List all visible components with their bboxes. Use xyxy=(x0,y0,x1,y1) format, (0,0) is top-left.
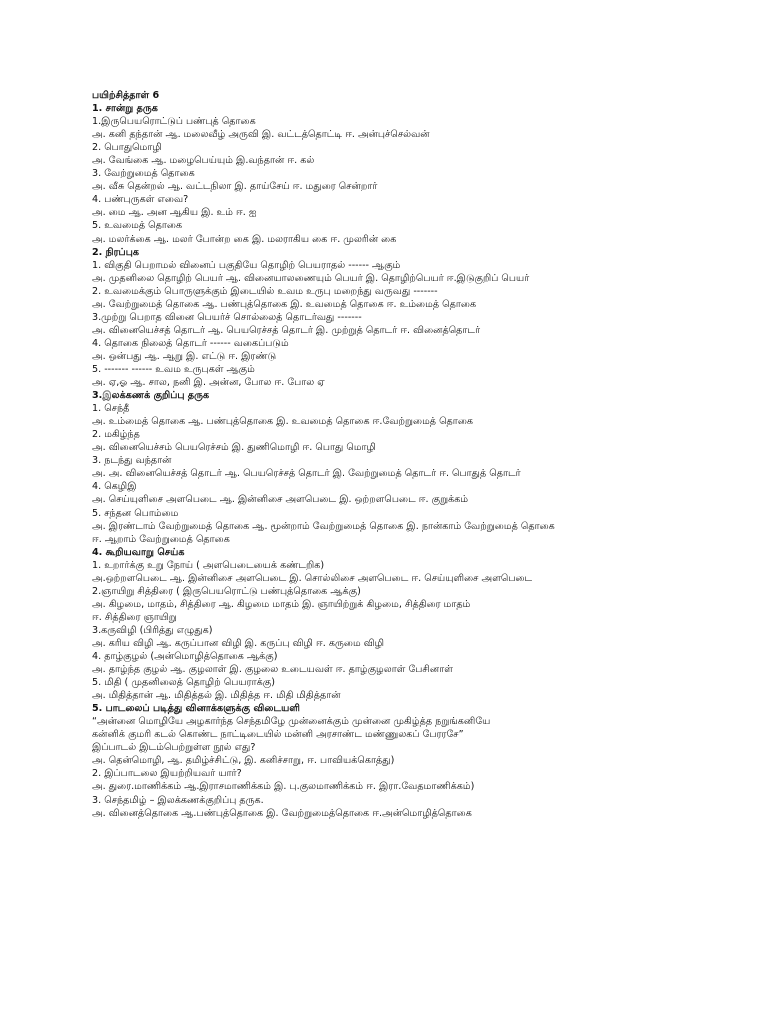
text-line: 5. மிதி ( முதனிலைத் தொழிற் பெயராக்கு) xyxy=(92,677,275,689)
worksheet-page xyxy=(92,89,732,820)
text-line: 5. உவமைத் தொகை xyxy=(92,220,183,232)
text-line: 4. பண்புருகள் எவை? xyxy=(92,194,189,206)
text-line: “அன்னை மொழியே அழகார்ந்த செந்தமிழே முன்னைக்கும் முன்னை முகிழ்த்த நறுங்கனியே xyxy=(92,716,491,728)
text-line: அ. முதனிலை தொழிற் பெயர் ஆ. வினையாலணையும் பெயர் இ. தொழிற்பெயர் ஈ.இடுகுறிப் பெயர் xyxy=(92,272,530,284)
text-line: ஈ. சித்திரை ஞாயிறு xyxy=(92,611,177,623)
text-line: கன்னிக் குமரி கடல் கொண்ட நாட்டிடையில் மன்னி அரசாண்ட மண்ணுலகப் பேரரசே” xyxy=(92,729,464,741)
text-line: ஈ. ஆறாம் வேற்றுமைத் தொகை xyxy=(92,533,230,545)
text-line: 1. உறார்க்கு உறு நோய் ( அளபெடையைக் கண்டறிக) xyxy=(92,559,325,571)
text-line: அ. கிழமை, மாதம், சித்திரை ஆ. கிழமை மாதம் இ. ஞாயிற்றுக் கிழமை, சித்திரை மாதம் xyxy=(92,598,471,610)
text-line: 4. தொகை நிலைத் தொடர் ------ வகைப்படும் xyxy=(92,337,289,349)
text-line: 3.கருவிழி (பிரித்து எழுதுக) xyxy=(92,624,213,636)
section-heading: 2. நிரப்புக xyxy=(92,246,139,258)
text-line: 1. விகுதி பெறாமல் வினைப் பகுதியே தொழிற் பெயராதல் ------ ஆகும் xyxy=(92,259,401,271)
text-line: அ. இரண்டாம் வேற்றுமைத் தொகை ஆ. மூன்றாம் வேற்றுமைத் தொகை இ. நான்காம் வேற்றுமைத் தொகை xyxy=(92,520,555,532)
text-line: இப்பாடல் இடம்பெற்றுள்ள நூல் எது? xyxy=(92,742,256,754)
text-line: அ. கனி தந்தான் ஆ. மலைவீழ் அருவி இ. வட்டத்தொட்டி ஈ. அன்புச்செல்வன் xyxy=(92,129,430,141)
text-line: 4. கெழிஇ xyxy=(92,481,137,493)
text-line: அ. மிதித்தான் ஆ. மிதித்தல் இ. மிதித்த ஈ. மிதி மிதித்தான் xyxy=(92,690,341,702)
text-line: அ. வினைத்தொகை ஆ.பண்புத்தொகை இ. வேற்றுமைத்தொகை ஈ.அன்மொழித்தொகை xyxy=(92,807,472,819)
text-line: அ. தாழ்ந்த குழல் ஆ. குழலாள் இ. குழலை உடையவள் ஈ. தாழ்குழலாள் பேசினாள் xyxy=(92,664,453,676)
text-line: அ. வேங்கை ஆ. மழைபெய்யும் இ.வந்தான் ஈ. கல் xyxy=(92,155,315,167)
text-line: அ. மை ஆ. அன ஆகிய இ. உம் ஈ. ஐ xyxy=(92,207,257,219)
text-line: 2. இப்பாடலை இயற்றியவர் யார்? xyxy=(92,768,242,780)
text-line: 1.இருபெயரொட்டுப் பண்புத் தொகை xyxy=(92,116,256,128)
text-line: அ.ஒற்றளபெடை ஆ. இன்னிசை அளபெடை இ. சொல்லிசை அளபெடை ஈ. செய்யுளிசை அளபெடை xyxy=(92,572,533,584)
text-line: 5. ------- ------ உவம உருபுகள் ஆகும் xyxy=(92,363,255,375)
text-line: அ. வினையெச்சத் தொடர் ஆ. பெயரெச்சத் தொடர் இ. முற்றுத் தொடர் ஈ. வினைத்தொடர் xyxy=(92,324,481,336)
section-heading: 4. கூறியவாறு செய்க xyxy=(92,546,185,558)
text-line: 3. நடந்து வந்தான் xyxy=(92,455,172,467)
text-line: அ. துரை.மாணிக்கம் ஆ.இராசமாணிக்கம் இ. பு.குலமாணிக்கம் ஈ. இரா.வேதமாணிக்கம்) xyxy=(92,781,475,793)
text-line: அ. செய்யுளிசை அளபெடை ஆ. இன்னிசை அளபெடை இ. ஒற்றளபெடை ஈ. குறுக்கம் xyxy=(92,494,469,506)
text-line: 2. பொதுமொழி xyxy=(92,142,162,154)
text-line: அ. உம்மைத் தொகை ஆ. பண்புத்தொகை இ. உவமைத் தொகை ஈ.வேற்றுமைத் தொகை xyxy=(92,416,474,428)
text-line: அ. வீசு தென்றல் ஆ. வட்டநிலா இ. தாய்சேய் ஈ. மதுரை சென்றார் xyxy=(92,181,378,193)
text-line: 4. தாழ்குழல் (அன்மொழித்தொகை ஆக்கு) xyxy=(92,651,278,663)
section-heading: பயிற்சித்தாள் 6 xyxy=(92,90,160,101)
section-heading: 5. பாடலைப் படித்து வினாக்களுக்கு விடையளி xyxy=(92,703,300,715)
text-line: அ. ஒன்பது ஆ. ஆறு இ. எட்டு ஈ. இரண்டு xyxy=(92,350,277,362)
text-line: 2.ஞாயிறு சித்திரை ( இருபெயரொட்டு பண்புத்தொகை ஆக்கு) xyxy=(92,585,361,597)
text-line: 5. சந்தன பொம்மை xyxy=(92,507,179,519)
section-heading: 3.இலக்கணக் குறிப்பு தருக xyxy=(92,390,210,402)
text-line: அ. தென்மொழி, ஆ. தமிழ்ச்சிட்டு, இ. கனிச்சாறு, ஈ. பாவியக்கொத்து) xyxy=(92,755,395,767)
section-heading: 1. சான்று தருக xyxy=(92,103,158,115)
text-line: அ. வேற்றுமைத் தொகை ஆ. பண்புத்தொகை இ. உவமைத் தொகை ஈ. உம்மைத் தொகை xyxy=(92,298,477,310)
text-line: அ. ஏ,ஓ ஆ. சால, நனி இ. அன்ன, போல ஈ. போல ஏ xyxy=(92,377,325,389)
text-line: 3. வேற்றுமைத் தொகை xyxy=(92,168,195,180)
text-line: அ. அ. வினையெச்சத் தொடர் ஆ. பெயரெச்சத் தொடர் இ. வேற்றுமைத் தொடர் ஈ. பொதுத் தொடர் xyxy=(92,468,521,480)
text-line: அ. மலர்க்கை ஆ. மலர் போன்ற கை இ. மலராகிய கை ஈ. முலரின் கை xyxy=(92,233,397,245)
text-line: 2. மகிழ்ந்த xyxy=(92,429,140,441)
text-line: அ. கரிய விழி ஆ. கருப்பான விழி இ. கருப்பு விழி ஈ. கருமை விழி xyxy=(92,637,385,649)
text-line: 3.முற்று பெறாத வினை பெயர்ச் சொல்லைத் தொடர்வது ------- xyxy=(92,311,362,323)
text-line: 1. செந்தீ xyxy=(92,403,130,415)
text-line: 3. செந்தமிழ் – இலக்கணக்குறிப்பு தருக. xyxy=(92,794,264,806)
text-line: அ. வினையெச்சம் பெயரெச்சம் இ. துணிமொழி ஈ. பொது மொழி xyxy=(92,442,376,454)
text-line: 2. உவமைக்கும் பொருளுக்கும் இடையில் உவம உருபு மறைந்து வருவது ------- xyxy=(92,285,438,297)
